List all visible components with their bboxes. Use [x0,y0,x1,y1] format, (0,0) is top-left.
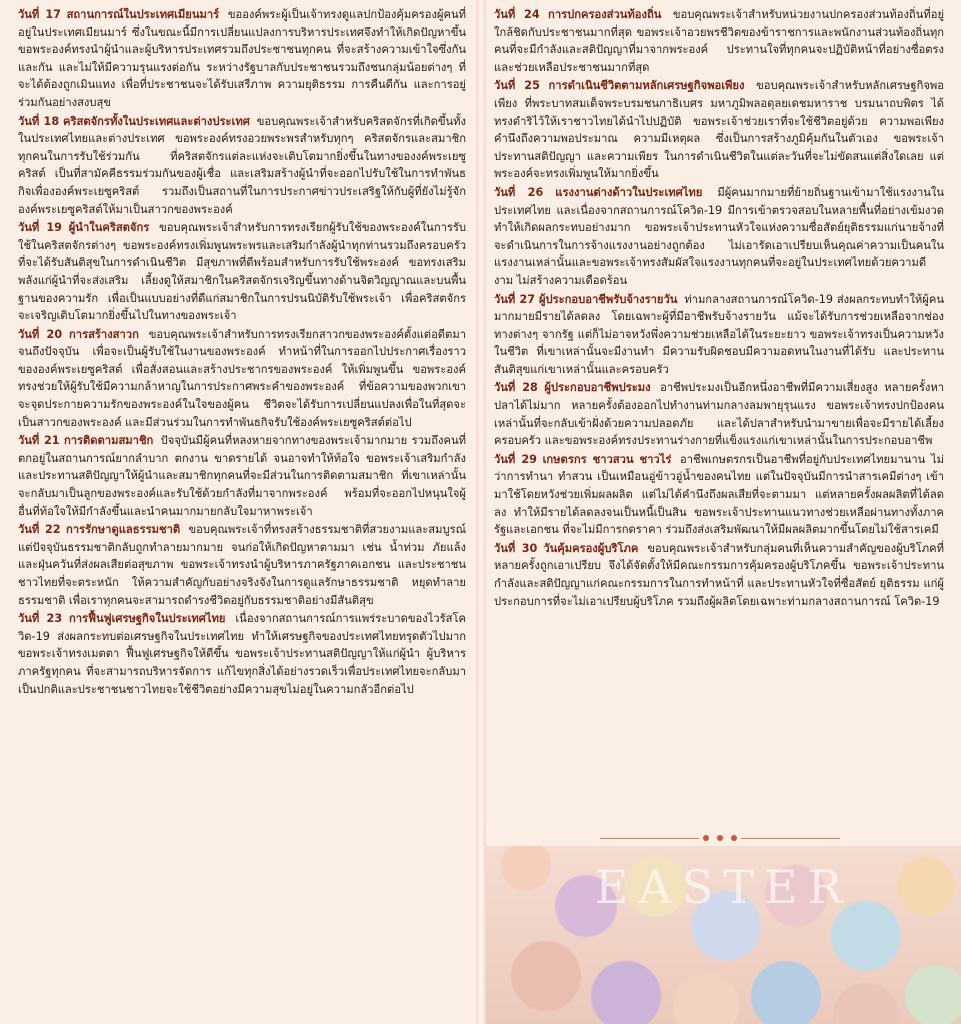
entry-number: วันที่ 27 [494,292,536,306]
entry-body: อาชีพประมงเป็นอีกหนึ่งอาชีพที่มีความเสี่ยงสูง หลายครั้งหาปลาได้ไม่มาก หลายครั้งต้องออกไปทำงานท่ามกลางลมพายุรุนแรง ขอพระเจ้าทรงปกป้องคนเหล่านั้นที่จะกลับเข้าฝั่งด้วยความปลอดภัย และได้ปลาสำหรับนำมาขายเพื่อจะมีรายได้เลี้ยงครอบครัว และขอพระองค์ทรงประทานร่างกายที่แข็งแรงแก่เขาเหล่านั้นในการประกอบอาชีพ [494,381,944,448]
entry-title: ผู้นำในคริสตจักร [68,221,150,235]
entry-number: วันที่ 17 [18,8,61,21]
easter-eggs-photo [486,846,961,1024]
ornament-line [600,838,699,839]
entry-day-21 [18,432,466,520]
entry-title: คริสตจักรทั้งในประเทศและต่างประเทศ [63,114,250,128]
entry-title: การดำเนินชีวิตตามหลักเศรษฐกิจพอเพียง [548,79,745,93]
entry-body: ขอองค์พระผู้เป็นเจ้าทรงดูแลปกป้องคุ้มครองผู้คนที่อยู่ในประเทศเมียนมาร์ ซึ่งในขณะนี้มีการเปลี่ยนแปลงการบริหารประเทศจึงทำให้เกิดปัญหาขึ้น ขอพระองค์ทรงนำผู้นำและผู้บริหารประเทศรวมถึงประชาชนทุกคน ที่จะสร้างความเข้าใจซึ่งกันและกัน และไม่ให้มีความรุนแรงต่อกัน ระหว่างรัฐบาลกับประชาชนรวมถึงชนกลุ่มน้อยต่างๆ ที่จะได้ต้องถูกเมินแทง เพื่อที่ประชาชนจะได้รับเสรีภาพ ความยุติธรรม การคืนดีกัน และการอยู่ร่วมกันอย่างสงบสุข [18,8,466,109]
ornament-line [741,838,840,839]
entry-number: วันที่ 20 [18,327,63,341]
column-divider [476,0,486,1024]
entry-body: เนื่องจากสถานการณ์การแพร่ระบาดของไวรัสโควิด-19 ส่งผลกระทบต่อเศรษฐกิจในประเทศไทย ทำให้เศรษฐกิจของประเทศไทยทรุดตัวไปมาก ขอพระเจ้าทรงเมตตา ฟื้นฟูเศรษฐกิจให้ดีขึ้น ขอพระเจ้าประทานสติปัญญาให้แก่ผู้นำ ผู้บริหารภาครัฐทุกคน ที่จะสามารถบริหารจัดการ แก้ไขทุกสิ่งได้อย่างรวดเร็วเพื่อประเทศไทยจะกลับมาเป็นปกติและประชาชนชาวไทยจะใช้ชีวิตอย่างมีความสุขไม่อยู่ในความกลัวอีกต่อไป [18,612,466,696]
easter-letters: EASTER [594,860,853,914]
entry-title: แรงงานต่างด้าวในประเทศไทย [555,185,703,199]
ornament-dot [717,835,723,841]
entry-title: การรักษาดูแลธรรมชาติ [65,523,181,537]
entry-title: การติดตามสมาชิก [63,434,154,448]
left-column [18,6,466,699]
entry-day-19 [18,219,466,325]
entry-body: ปัจจุบันมีผู้คนที่หลงหายจากทางของพระเจ้ามากมาย รวมถึงคนที่ตกอยู่ในสถานการณ์ยากลำบาก ตกงาน ขาดรายได้ จนอาจทำให้ท้อใจ ขอพระเจ้าเสริมกำลังและประทานสติปัญญาให้ผู้นำและสมาชิกทุกคนที่จะมีส่วนในการติดตามสมาชิก ที่เขาเหล่านั้นจะกลับมาเป็นลูกของพระองค์และรับใช้ด้วยกำลังที่มาจากพระองค์ พร้อมที่จะออกไปหนุนใจผู้อื่นที่ท้อใจให้มีกำลังขึ้นและนำคนมากมายกลับใจมาหาพระเจ้า [18,434,466,518]
entry-day-24 [494,6,944,76]
ornament-dot [703,835,709,841]
entry-number: วันที่ 24 [494,8,540,21]
entry-title: วันคุ้มครองผู้บริโภค [543,541,639,555]
entry-title: เกษตรกร ชาวสวน ชาวไร่ [542,452,672,466]
entry-title: การปกครองส่วนท้องถิ่น [548,8,662,21]
entry-body: ขอบคุณพระเจ้าสำหรับหน่วยงานปกครองส่วนท้องถิ่นที่อยู่ใกล้ชิดกับประชาชนมากที่สุด ขอพระเจ้าอวยพรชีวิตของข้าราชการและพนักงานส่วนท้องถิ่นทุกคนที่จะมีกำลังและสติปัญญาที่มาจากพระองค์ ประทานใจที่ทุกคนจะปฏิบัติหน้าที่อย่างซื่อตรง และช่วยเหลือประชาชนมากที่สุด [494,8,944,74]
entry-day-29 [494,451,944,539]
entry-day-18 [18,113,466,219]
entry-body: ขอบคุณพระเจ้าสำหรับการทรงเรียกสาวกของพระองค์ตั้งแต่อดีตมาจนถึงปัจจุบัน เพื่อจะเป็นผู้รับใช้ในงานของพระองค์ ทำหน้าที่ในการออกไปประกาศเรื่องราวขององค์พระเยซูคริสต์ เพื่อสั่งสอนและสร้างประชากรของพระองค์ ให้เพิ่มพูนขึ้น ขอพระองค์ทรงช่วยให้ผู้รับใช้มีความกล้าหาญในการประกาศพระคำของพระองค์ ที่ข้อความของพวกเขาจะจุดประกายความรักของพระองค์ในใจของผู้คน ชีวิตจะได้รับการเปลี่ยนแปลงเพื่อในที่สุดจะเป็นสาวกของพระองค์ และมีส่วนร่วมในการทำพันธกิจรับใช้องค์พระเยซูคริสต์ต่อไป [18,327,466,429]
entry-day-26 [494,184,944,290]
entry-title: การฟื้นฟูเศรษฐกิจในประเทศไทย [69,612,226,626]
entry-number: วันที่ 18 [18,114,60,128]
entry-number: วันที่ 21 [18,434,60,448]
ornament-divider-icon [600,828,840,848]
entry-number: วันที่ 25 [494,79,540,93]
entry-day-20 [18,326,466,432]
entry-number: วันที่ 19 [18,221,62,235]
entry-day-30 [494,540,944,610]
entry-day-22 [18,521,466,609]
entry-number: วันที่ 29 [494,452,537,466]
entry-body: อาชีพเกษตรกรเป็นอาชีพที่อยู่กับประเทศไทยมานาน ไม่ว่าการทำนา ทำสวน เป็นเหมือนอู่ข้าวอู่น้ำของคนไทย แต่ในปัจจุบันมีการนำสารเคมีต่างๆ เข้ามาใช้โดยหวังช่วยเพิ่มผลผลิต แต่ไม่ได้คำนึงถึงผลเสียที่จะตามมา แต่หลายครั้งผลผลิตที่ได้ลดลง ทำให้มีรายได้ลดลงจนเป็นหนี้เป็นสิน ขอพระเจ้าประทานแนวทางช่วยเหลือผ่านทางทั้งภาครัฐและเอกชน ที่จะไม่มีการกดราคา ร่วมถึงส่งเสริมพัฒนาให้มีผลผลิตมากขึ้นโดยไม่ใช้สารเคมี [494,452,944,537]
entry-title: ผู้ประกอบอาชีพประมง [544,381,651,395]
entry-day-25 [494,77,944,183]
entry-body: มีผู้คนมากมายที่ย้ายถิ่นฐานเข้ามาใช้แรงงานในประเทศไทย และเนื่องจากสถานการณ์โควิด-19 มีการเข้าตรวจสอบในหลายพื้นที่อย่างเข้มงวด ทำให้เกิดผลกระทบอย่างมาก ขอพระเจ้าประทานหัวใจแห่งความซื่อสัตย์ยุติธรรมแก่นายจ้างที่จะดำเนินการในการจ้างแรงงานอย่างถูกต้อง ไม่เอารัดเอาเปรียบเห็นคุณค่าความเป็นคนในแรงงานเหล่านั้นและขอพระเจ้าทรงสัมผัสใจแรงงานทุกคนที่จะอยู่ในประเทศไทยด้วยความดีงาม ไม่สร้างความเดือดร้อน [494,185,944,287]
entry-title: สถานการณ์ในประเทศเมียนมาร์ [66,8,220,21]
entry-body: ท่ามกลางสถานการณ์โควิด-19 ส่งผลกระทบทำให้ผู้คนมากมายมีรายได้ลดลง โดยเฉพาะผู้ที่มีอาชีพรับจ้างรายวัน แม้จะได้รับการช่วยเหลือจากช่องทางต่างๆ จากรัฐ แต่ก็ไม่อาจหวังพึ่งความช่วยเหลือได้ในระยะยาว ขอพระเจ้าทรงเป็นความหวังในชีวิต ที่เขาเหล่านั้นจะมีงานทำ มีความรับผิดชอบมีความอดทนในงานที่ได้รับ และประทานสันติสุขแก่เขาเหล่านั้นและครอบครัว [494,292,944,376]
entry-day-17 [18,6,466,112]
entry-number: วันที่ 22 [18,523,61,537]
entry-day-23 [18,610,466,698]
entry-title: ผู้ประกอบอาชีพรับจ้างรายวัน [538,292,678,306]
entry-day-28 [494,379,944,449]
entry-number: วันที่ 30 [494,541,538,555]
entry-number: วันที่ 28 [494,381,538,395]
entry-body: ขอบคุณพระเจ้าสำหรับคริสตจักรที่เกิดขึ้นทั้งในประเทศไทยและต่างประเทศ ขอพระองค์ทรงอวยพระพรสำหรับทุกๆ คริสตจักรและสมาชิกทุกคนในการรับใช้ร่วมกัน ที่คริสตจักรแต่ละแห่งจะเติบโตมากยิ่งขึ้นในทางของงค์พระเยซูคริสต์ เป็นที่สามัคคีธรรมร่วมกันของผู้เชื่อ และเสริมสร้างผู้นำที่จะออกไปรับใช้ในการทำพันธกิจเพื่ององค์พระเยซูคริสต์ รวมถึงเป็นสถานที่ในการประกาศข่าวประเสริฐให้กับผู้ที่ยังไม่รู้จักองค์พระเยซูคริสต์ให้มาเป็นสาวกของพระองค์ [18,114,466,216]
entry-day-27 [494,291,944,379]
entry-body: ขอบคุณพระเจ้าสำหรับหลักเศรษฐกิจพอเพียง ที่พระบาทสมเด็จพระบรมชนกาธิเบศร มหาภูมิพลอดุลยเดชมหาราช บรมนาถบพิตร ได้ทรงดำริไว้ให้เราชาวไทยได้นำไปปฏิบัติ ขอพระเจ้าช่วยเราที่จะใช้ชีวิตอยู่ด้วย ความพอเพียง คำนึงถึงความพอประมาณ ความมีเหตุผล ซึ่งเป็นการสร้างภูมิคุ้มกันในตัวเอง ขอพระเจ้าประทานสติปัญญา และความเพียร ในการดำเนินชีวิตในแต่ละวันที่จะไม่ขัดสนแต่สิ่งใดเลย แต่พระองค์จะทรงเพิ่มพูนให้มากยิ่งขึ้น [494,79,944,181]
entry-number: วันที่ 26 [494,185,544,199]
entry-body: ขอบคุณพระเจ้าสำหรับการทรงเรียกผู้รับใช้ของพระองค์ในการรับใช้ในคริสตจักรต่างๆ ขอพระองค์ทรงเพิ่มพูนพระพรและเสริมกำลังผู้นำทุกท่านรวมถึงครอบครัวที่จะได้รับสันติสุขในการดำเนินชีวิต มีสุขภาพที่ดีพร้อมสำหรับการรับใช้พระองค์ ขอทรงเสริมพลังแก่ผู้นำที่จะส่งเสริม เลี้ยงดูให้สมาชิกในคริสตจักรเจริญขึ้นทางด้านจิตวิญญาณและบนพื้นฐานของความรัก เพื่อเป็นแบบอย่างที่ดีแก่สมาชิกในการปรนนิบัติรับใช้พระเจ้า เพื่อคริสตจักรจะเจริญเติบโตมากยิ่งขึ้นไปในทางของพระเจ้า [18,221,466,323]
ornament-dot [731,835,737,841]
right-column [494,6,944,611]
entry-number: วันที่ 23 [18,612,63,626]
entry-body: ขอบคุณพระเจ้าที่ทรงสร้างธรรมชาติที่สวยงามและสมบูรณ์ แต่ปัจจุบันธรรมชาติกลับถูกทำลายมากมาย จนก่อให้เกิดปัญหาตามมา เช่น น้ำท่วม ภัยแล้ง และฝุ่นควันที่ส่งผลเสียต่อสุขภาพ ขอพระเจ้าทรงนำผู้บริหารภาครัฐภาคเอกชน และประชาชนชาวไทยที่จะตระหนัก ให้ความสำคัญกับอย่างจริงจังในการดูแลรักษาธรรมชาติ หยุดทำลายธรรมชาติ เพื่อเราทุกคนจะสามารถดำรงชีวิตอยู่กับธรรมชาติอย่างมีสันติสุข [18,523,466,607]
entry-body: ขอบคุณพระเจ้าสำหรับกลุ่มคนที่เห็นความสำคัญของผู้บริโภคที่หลายครั้งถูกเอาเปรียบ จึงได้จัดตั้งให้มีคณะกรรมการคุ้มครองผู้บริโภคขึ้น ขอพระเจ้าประทานกำลังและสติปัญญาแก่คณะกรรมการในการทำหน้าที่ และประทานหัวใจที่ซื่อสัตย์ ยุติธรรม แก่ผู้ประกอบการที่จะไม่เอาเปรียบผู้บริโภค รวมถึงผู้ผลิตโดยเฉพาะท่ามกลางสถานการณ์ โควิด-19 [494,541,944,608]
entry-title: การสร้างสาวก [69,327,139,341]
